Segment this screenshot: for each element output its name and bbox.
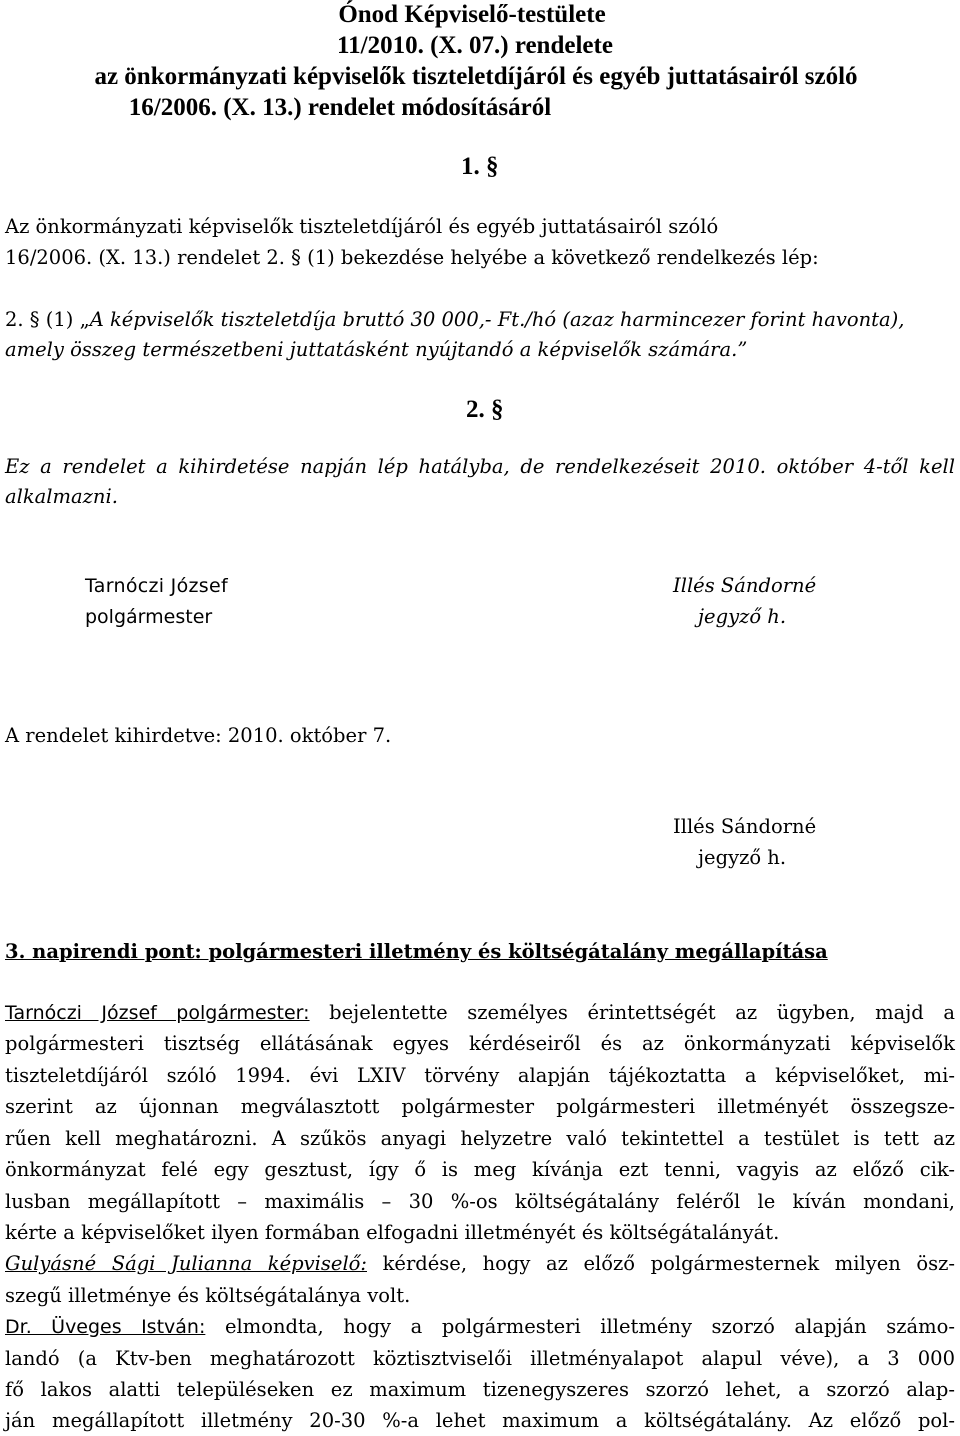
- agenda-3-p1-line-2: polgármesteri tisztség ellátásának egyes kérdéseiről és az önkormányzati képviselők: [5, 1032, 955, 1055]
- section-2-text-line-1: Ez a rendelet a kihirdetése napján lép hatályba, de rendelkezéseit 2010. október 4-től kell: [5, 455, 955, 478]
- notary-title: jegyző h.: [698, 605, 787, 628]
- decree-number: 11/2010. (X. 07.) rendelete: [337, 32, 613, 59]
- quote-prefix: 2. § (1) „: [5, 308, 90, 331]
- p1-line-1-text: bejelentette személyes érintettségét az ügyben, majd a: [309, 1001, 956, 1024]
- agenda-3-p1-line-7: lusban megállapított – maximális – 30 %-os költségátalány feléről le kíván mondani,: [5, 1190, 955, 1213]
- agenda-3-p2-line-1: [5, 1249, 955, 1279]
- council-name: Ónod Képviselő-testülete: [338, 1, 606, 28]
- agenda-3-p3-line-3: fő lakos alatti településeken ez maximum tizenegyszeres szorzó lehet, a szorzó alap-: [5, 1378, 955, 1401]
- p2-line-1-text: kérdése, hogy az előző polgármesternek milyen ösz-: [367, 1252, 956, 1275]
- agenda-3-p1-line-5: rűen kell meghatározni. A szűkös anyagi helyzetre való tekintettel a testület is tett az: [5, 1127, 955, 1150]
- agenda-3-p3-line-1: [5, 1312, 955, 1342]
- mayor-title: polgármester: [85, 606, 213, 628]
- agenda-3-p3-line-2: landó (a Ktv-ben meghatározott köztisztviselői illetményalapot alapul véve), a 3 000: [5, 1347, 955, 1370]
- agenda-3-p1-line-6: önkormányzat felé egy gesztust, így ő is meg kívánja ezt tenni, vagyis az előző cik-: [5, 1158, 955, 1181]
- section-1-intro-line-1: Az önkormányzati képviselők tiszteletdíjáról és egyéb juttatásairól szóló: [5, 215, 719, 238]
- section-1-heading: 1. §: [461, 153, 499, 180]
- agenda-3-p1-line-1: [5, 998, 955, 1028]
- speaker-dr-uveges: Dr. Üveges István:: [5, 1316, 206, 1338]
- quote-text-line-1: A képviselők tiszteletdíja bruttó 30 000,- Ft./hó (azaz harmincezer forint havonta),: [89, 308, 905, 331]
- publication-signer-title: jegyző h.: [698, 846, 787, 869]
- decree-subject: az önkormányzati képviselők tiszteletdíjáról és egyéb juttatásairól szóló: [94, 63, 858, 90]
- publication-signer-name: Illés Sándorné: [673, 815, 817, 838]
- section-2-heading: 2. §: [466, 396, 504, 423]
- agenda-3-p3-line-4: ján megállapított illetmény 20-30 %-a lehet maximum a költségátalány. Az előző pol-: [5, 1409, 955, 1432]
- notary-name: Illés Sándorné: [673, 574, 817, 597]
- p3-line-1-text: elmondta, hogy a polgármesteri illetmény szorzó alapján számo-: [205, 1315, 955, 1338]
- speaker-councillor: Gulyásné Sági Julianna képviselő:: [5, 1252, 367, 1275]
- speaker-mayor: Tarnóczi József polgármester:: [5, 1002, 310, 1024]
- agenda-3-p1-line-3: tiszteletdíjáról szóló 1994. évi LXIV törvény alapján tájékoztatta a képviselőket, mi-: [5, 1064, 955, 1087]
- agenda-3-p2-line-2: szegű illetménye és költségátalánya volt.: [5, 1284, 411, 1307]
- mayor-name: Tarnóczi József: [85, 575, 228, 597]
- agenda-3-p1-line-4: szerint az újonnan megválasztott polgármester polgármesteri illetményét összegsze-: [5, 1095, 955, 1118]
- decree-amended: 16/2006. (X. 13.) rendelet módosításáról: [128, 94, 552, 121]
- publication-date: A rendelet kihirdetve: 2010. október 7.: [5, 724, 392, 747]
- section-1-quote-line-2: amely összeg természetbeni juttatásként nyújtandó a képviselők számára.”: [5, 338, 748, 361]
- agenda-3-heading: 3. napirendi pont: polgármesteri illetmény és költségátalány megállapítása: [5, 940, 828, 963]
- agenda-3-p1-line-8: kérte a képviselőket ilyen formában elfogadni illetményét és költségátalányát.: [5, 1221, 780, 1244]
- section-1-quote-line-1: [5, 305, 904, 335]
- section-2-text-line-2: alkalmazni.: [5, 485, 118, 508]
- section-1-intro-line-2: 16/2006. (X. 13.) rendelet 2. § (1) bekezdése helyébe a következő rendelkezés lép:: [5, 246, 819, 269]
